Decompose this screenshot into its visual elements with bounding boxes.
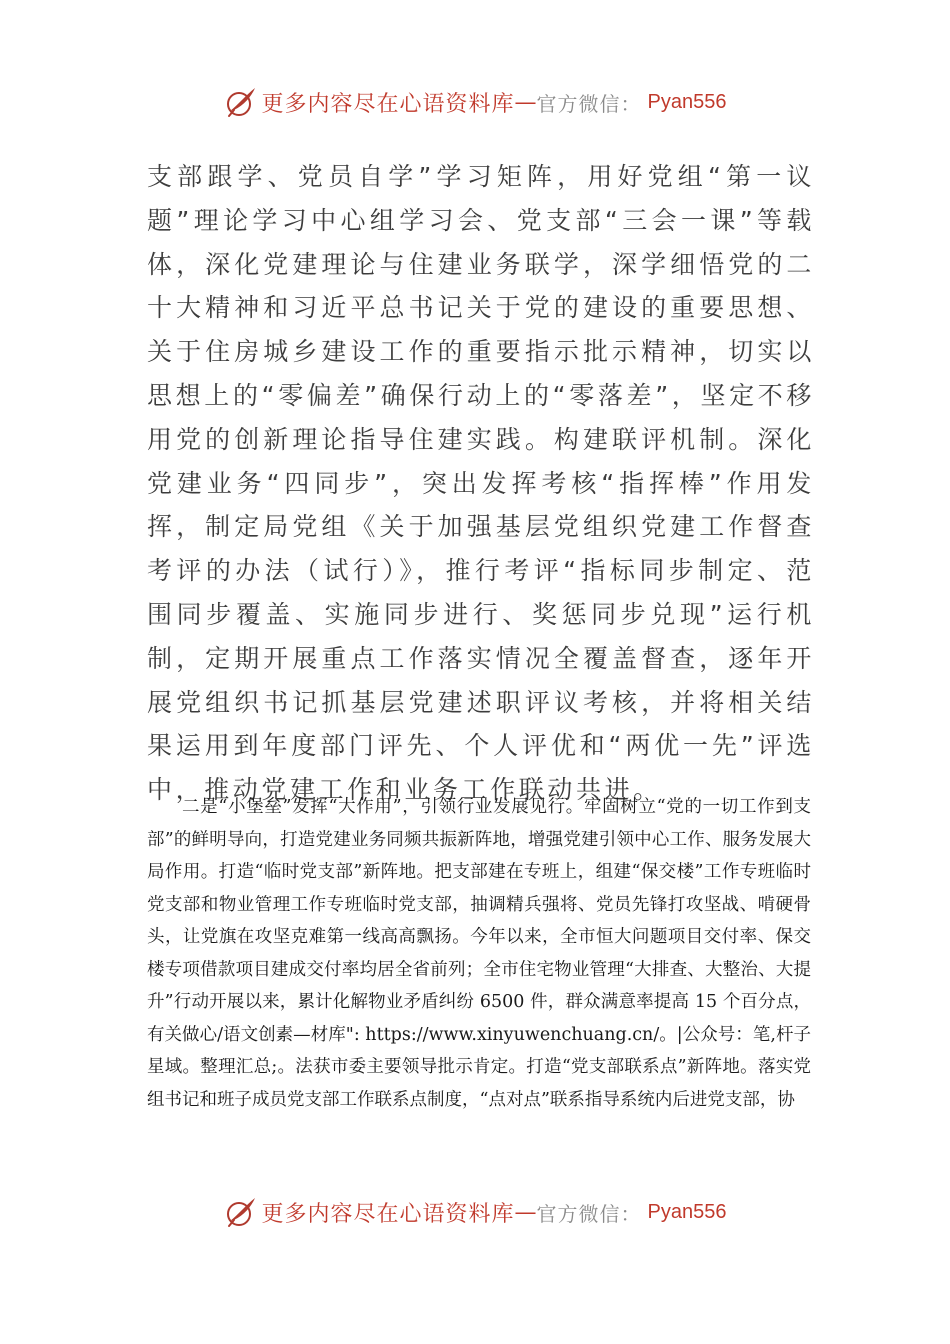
quill-pen-logo-icon xyxy=(224,1195,258,1229)
banner-wechat-handle: Pyan556 xyxy=(647,90,727,113)
banner-main-text: 更多内容尽在心语资料库 xyxy=(261,1201,515,1227)
body-paragraph-small: 二是“小堡垒”发挥“大作用”，引领行业发展见行。牢固树立“党的一切工作到支部”的鲜明导向，打造党建业务同频共振新阵地，增强党建引领中心工作、服务发展大局作用。打造“临时党支部”新阵地。把支部建在专班上，组建“保交楼”工作专班临时党支部和物业管理工作专班临时党支部，抽调精兵强将、党员先锋打攻坚战、啃硬骨头，让党旗在攻坚克难第一线高高飘扬。今年以来，全市恒大问题项目交付率、保交楼专项借款项目建成交付率均居全省前列；全市住宅物业管理“大排查、大整治、大提升”行动开展以来，累计化解物业矛盾纠纷 6500 件，群众满意率提高 15 个百分点，有关做心/语文创素—材库": https://www.xinyuwenchuang.cn/。|公众号：笔,杆子星域。整理汇总;。法获市委主要领导批示肯定。打造“党支部联系点”新阵地。落实党组书记和班子成员党支部工作联系点制度，“点对点”联系指导系统内后进党支部，协 xyxy=(147,797,811,1110)
banner-dash: — xyxy=(514,1199,537,1225)
footer-banner xyxy=(0,1192,950,1232)
body-paragraph-large: 支部跟学、党员自学”学习矩阵，用好党组“第一议题”理论学习中心组学习会、党支部“三会一课”等载体，深化党建理论与住建业务联学，深学细悟党的二十大精神和习近平总书记关于党的建设的重要思想、关于住房城乡建设工作的重要指示批示精神，切实以思想上的“零偏差”确保行动上的“零落差”，坚定不移用党的创新理论指导住建实践。构建联评机制。深化党建业务“四同步”，突出发挥考核“指挥棒”作用发挥，制定局党组《关于加强基层党组织党建工作督查考评的办法（试行）》，推行考评“指标同步制定、范围同步覆盖、实施同步进行、奖惩同步兑现”运行机制，定期开展重点工作落实情况全覆盖督查，逐年开展党组织书记抓基层党建述职评议考核，并将相关结果运用到年度部门评先、个人评优和“两优一先”评选中，推动党建工作和业务工作联动共进。 xyxy=(147,162,815,805)
banner-main-text: 更多内容尽在心语资料库 xyxy=(261,91,515,117)
banner-wechat-handle: Pyan556 xyxy=(647,1200,727,1223)
quill-pen-logo-icon xyxy=(224,85,258,119)
header-banner xyxy=(0,82,950,122)
banner-wechat-label: 官方微信： xyxy=(536,91,642,116)
banner-dash: — xyxy=(514,89,537,115)
banner-wechat-label: 官方微信： xyxy=(536,1201,642,1226)
